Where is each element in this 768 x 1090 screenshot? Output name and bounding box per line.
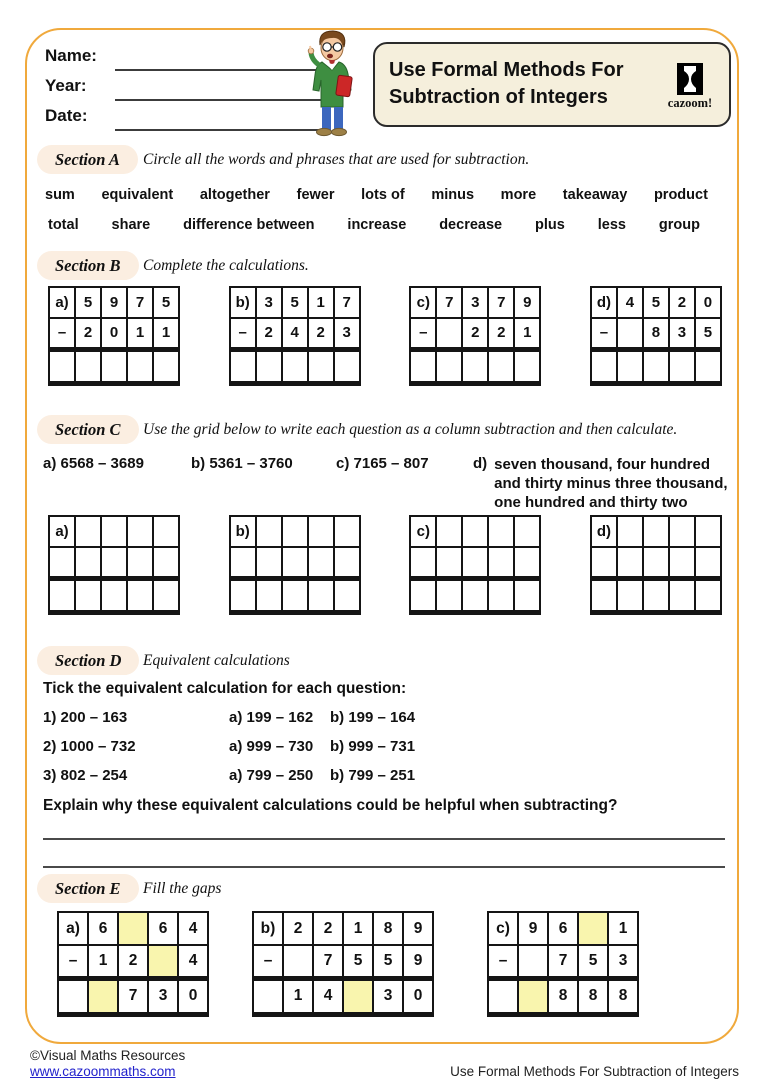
grid-cell: –	[58, 945, 88, 978]
grid-row	[49, 547, 179, 578]
circle-word[interactable]: increase	[347, 217, 407, 233]
grid-cell: b)	[230, 287, 256, 318]
answer-cell[interactable]	[334, 516, 360, 547]
grid-row	[591, 349, 721, 383]
question-c-a: a) 6568 – 3689	[43, 455, 144, 472]
answer-cell[interactable]	[695, 349, 721, 383]
answer-cell[interactable]	[643, 578, 669, 612]
section-e-label: Section E	[37, 874, 139, 903]
grid-cell: 2	[669, 287, 695, 318]
grid-cell: d)	[591, 516, 617, 547]
question-c-b: b) 5361 – 3760	[191, 455, 293, 472]
grid-cell: 7	[334, 287, 360, 318]
circle-word[interactable]: less	[597, 217, 626, 233]
answer-cell[interactable]	[127, 516, 153, 547]
grid-row	[591, 578, 721, 612]
answer-cell[interactable]	[127, 547, 153, 578]
answer-cell[interactable]	[334, 578, 360, 612]
answer-cell[interactable]	[462, 516, 488, 547]
grid-cell: 5	[578, 945, 608, 978]
circle-word[interactable]: takeaway	[562, 187, 628, 203]
answer-cell[interactable]	[230, 547, 256, 578]
answer-cell[interactable]	[282, 516, 308, 547]
cazoom-logo	[659, 63, 721, 111]
grid-cell: d)	[591, 287, 617, 318]
grid-cell: 6	[548, 912, 578, 945]
calc-grid-c-b	[229, 515, 361, 615]
answer-cell[interactable]	[643, 547, 669, 578]
grid-cell: 9	[403, 912, 433, 945]
circle-word[interactable]: group	[658, 217, 700, 233]
gap-cell[interactable]	[148, 945, 178, 978]
grid-row	[49, 349, 179, 383]
answer-cell[interactable]	[153, 516, 179, 547]
grid-cell: 1	[308, 287, 334, 318]
grid-row	[591, 287, 721, 318]
answer-cell[interactable]	[256, 516, 282, 547]
grid-cell: 6	[148, 912, 178, 945]
section-d-label: Section D	[37, 646, 139, 675]
answer-cell[interactable]	[410, 547, 436, 578]
answer-cell[interactable]	[488, 516, 514, 547]
section-c-label: Section C	[37, 415, 139, 444]
answer-cell[interactable]	[514, 516, 540, 547]
section-b-grids	[48, 286, 722, 386]
grid-cell: –	[488, 945, 518, 978]
grid-cell: 3	[462, 287, 488, 318]
grid-cell: 4	[282, 318, 308, 349]
answer-cell[interactable]	[153, 578, 179, 612]
answer-cell[interactable]	[695, 516, 721, 547]
grid-cell: a)	[58, 912, 88, 945]
answer-cell[interactable]	[436, 578, 462, 612]
grid-cell: 7	[548, 945, 578, 978]
grid-cell: 2	[308, 318, 334, 349]
question-c-c: c) 7165 – 807	[336, 455, 429, 472]
calc-grid-c-a	[48, 515, 180, 615]
gap-grid-e-a	[57, 911, 209, 1017]
answer-cell[interactable]	[617, 318, 643, 349]
grid-row	[230, 287, 360, 318]
grid-row	[591, 516, 721, 547]
grid-cell: a)	[49, 287, 75, 318]
answer-cell[interactable]	[669, 349, 695, 383]
circle-word[interactable]: share	[111, 217, 151, 233]
grid-cell: –	[410, 318, 436, 349]
circle-word[interactable]: more	[500, 187, 537, 203]
worksheet-title-box	[373, 42, 731, 127]
grid-cell: c)	[488, 912, 518, 945]
tick-q2: 2) 1000 – 732	[43, 738, 136, 755]
grid-cell: 3	[148, 978, 178, 1014]
grid-row	[410, 547, 540, 578]
calc-grid-b-c	[409, 286, 541, 386]
answer-cell[interactable]	[101, 516, 127, 547]
grid-row	[591, 547, 721, 578]
answer-cell[interactable]	[127, 578, 153, 612]
answer-cell[interactable]	[462, 349, 488, 383]
circle-word[interactable]: decrease	[439, 217, 503, 233]
answer-cell[interactable]	[514, 578, 540, 612]
grid-cell: 7	[436, 287, 462, 318]
grid-row	[230, 516, 360, 547]
answer-cell[interactable]	[436, 516, 462, 547]
grid-row	[410, 516, 540, 547]
year-field-row	[45, 76, 285, 104]
worksheet-title	[389, 57, 623, 111]
grid-cell: c)	[410, 516, 436, 547]
grid-cell: 7	[127, 287, 153, 318]
grid-cell: 3	[373, 978, 403, 1014]
grid-cell: 8	[548, 978, 578, 1014]
circle-word[interactable]: sum	[45, 187, 75, 203]
tick-q1: 1) 200 – 163	[43, 709, 128, 726]
grid-row	[488, 945, 638, 978]
gap-cell[interactable]	[518, 978, 548, 1014]
section-e-instruction: Fill the gaps	[143, 880, 222, 897]
gap-cell[interactable]	[88, 978, 118, 1014]
answer-cell[interactable]	[488, 978, 518, 1014]
circle-word[interactable]: minus	[431, 187, 475, 203]
grid-cell: 7	[118, 978, 148, 1014]
grid-row	[410, 578, 540, 612]
gap-grid-e-b	[252, 911, 434, 1017]
answer-cell[interactable]	[308, 578, 334, 612]
question-c-d-line3: one hundred and thirty two	[494, 494, 688, 511]
answer-cell[interactable]	[153, 547, 179, 578]
calc-grid-c-d	[590, 515, 722, 615]
answer-cell[interactable]	[617, 516, 643, 547]
grid-row	[410, 318, 540, 349]
answer-cell[interactable]	[591, 349, 617, 383]
grid-cell: 2	[313, 912, 343, 945]
answer-cell[interactable]	[49, 349, 75, 383]
answer-cell[interactable]	[591, 547, 617, 578]
tick-q3-option-b[interactable]: b) 799 – 251	[330, 767, 416, 784]
grid-cell: 2	[488, 318, 514, 349]
grid-cell: 5	[343, 945, 373, 978]
grid-cell: 5	[643, 287, 669, 318]
grid-row	[49, 287, 179, 318]
answer-cell[interactable]	[127, 349, 153, 383]
answer-line-1[interactable]	[43, 838, 725, 840]
calc-grid-b-b	[229, 286, 361, 386]
grid-cell: 5	[75, 287, 101, 318]
grid-cell: 1	[608, 912, 638, 945]
grid-cell: 8	[373, 912, 403, 945]
answer-cell[interactable]	[282, 349, 308, 383]
answer-cell[interactable]	[436, 349, 462, 383]
grid-cell: 1	[127, 318, 153, 349]
name-label: Name:	[45, 46, 97, 65]
answer-cell[interactable]	[334, 547, 360, 578]
grid-cell: –	[253, 945, 283, 978]
answer-cell[interactable]	[230, 578, 256, 612]
grid-cell: –	[230, 318, 256, 349]
grid-row	[253, 945, 433, 978]
tick-q3-option-a[interactable]: a) 799 – 250	[229, 767, 314, 784]
teacher-illustration	[293, 28, 363, 140]
circle-word[interactable]: altogether	[199, 187, 270, 203]
grid-cell: 1	[343, 912, 373, 945]
answer-cell[interactable]	[669, 578, 695, 612]
grid-cell: 5	[373, 945, 403, 978]
section-c-instruction: Use the grid below to write each question as a column subtraction and then calculate.	[143, 421, 678, 438]
calc-grid-c-c	[409, 515, 541, 615]
grid-cell: 9	[514, 287, 540, 318]
gap-cell[interactable]	[118, 912, 148, 945]
grid-cell: b)	[253, 912, 283, 945]
word-list-row-2	[48, 217, 700, 233]
grid-cell: 1	[283, 978, 313, 1014]
cazoom-logo-icon	[677, 63, 703, 95]
answer-cell[interactable]	[75, 349, 101, 383]
grid-cell: 3	[669, 318, 695, 349]
footer-worksheet-name: Use Formal Methods For Subtraction of Integers	[450, 1064, 739, 1079]
gap-cell[interactable]	[578, 912, 608, 945]
grid-cell: 5	[153, 287, 179, 318]
question-c-d	[473, 455, 728, 512]
grid-cell: 8	[643, 318, 669, 349]
circle-word[interactable]: total	[48, 217, 79, 233]
grid-row	[253, 912, 433, 945]
grid-cell: 5	[282, 287, 308, 318]
answer-cell[interactable]	[617, 547, 643, 578]
grid-cell: 4	[178, 945, 208, 978]
tick-q1-option-a[interactable]: a) 199 – 162	[229, 709, 314, 726]
answer-cell[interactable]	[436, 547, 462, 578]
answer-cell[interactable]	[49, 547, 75, 578]
grid-cell: 9	[518, 912, 548, 945]
grid-cell: 2	[283, 912, 313, 945]
grid-cell: 6	[88, 912, 118, 945]
cazoom-logo-text: cazoom!	[667, 96, 713, 110]
answer-cell[interactable]	[58, 978, 88, 1014]
grid-cell: 8	[578, 978, 608, 1014]
grid-cell: 7	[488, 287, 514, 318]
answer-cell[interactable]	[643, 349, 669, 383]
grid-cell: 2	[462, 318, 488, 349]
tick-q3: 3) 802 – 254	[43, 767, 128, 784]
calc-grid-b-d	[590, 286, 722, 386]
answer-cell[interactable]	[282, 547, 308, 578]
answer-cell[interactable]	[308, 349, 334, 383]
grid-cell: 4	[617, 287, 643, 318]
answer-cell[interactable]	[514, 349, 540, 383]
grid-cell: 5	[695, 318, 721, 349]
answer-cell[interactable]	[488, 578, 514, 612]
answer-cell[interactable]	[410, 578, 436, 612]
answer-cell[interactable]	[308, 547, 334, 578]
grid-row	[49, 318, 179, 349]
grid-cell: 2	[118, 945, 148, 978]
grid-cell: c)	[410, 287, 436, 318]
question-c-d-line2: and thirty minus three thousand,	[494, 475, 728, 492]
section-a-instruction: Circle all the words and phrases that are used for subtraction.	[143, 151, 530, 168]
answer-cell[interactable]	[256, 578, 282, 612]
grid-row	[58, 978, 208, 1014]
name-field-row	[45, 46, 285, 74]
footer-copyright: ©Visual Maths Resources	[30, 1048, 186, 1063]
grid-row	[58, 912, 208, 945]
answer-cell[interactable]	[617, 578, 643, 612]
explain-prompt: Explain why these equivalent calculations could be helpful when subtracting?	[43, 797, 618, 814]
grid-cell: 0	[178, 978, 208, 1014]
circle-word[interactable]: product	[653, 187, 708, 203]
answer-cell[interactable]	[253, 978, 283, 1014]
grid-row	[591, 318, 721, 349]
answer-cell[interactable]	[462, 578, 488, 612]
gap-grid-e-c	[487, 911, 639, 1017]
answer-cell[interactable]	[75, 547, 101, 578]
grid-cell: 1	[153, 318, 179, 349]
answer-cell[interactable]	[256, 349, 282, 383]
grid-cell: 3	[334, 318, 360, 349]
calc-grid-b-a	[48, 286, 180, 386]
tick-prompt: Tick the equivalent calculation for each question:	[43, 680, 407, 697]
answer-cell[interactable]	[695, 578, 721, 612]
question-c-d-prefix: d)	[473, 455, 488, 472]
answer-cell[interactable]	[230, 349, 256, 383]
answer-cell[interactable]	[514, 547, 540, 578]
answer-line-2[interactable]	[43, 866, 725, 868]
answer-cell[interactable]	[256, 547, 282, 578]
answer-cell[interactable]	[49, 578, 75, 612]
grid-row	[488, 912, 638, 945]
question-c-d-line1: seven thousand, four hundred	[494, 456, 711, 473]
grid-row	[49, 578, 179, 612]
title-line-1: Use Formal Methods For	[389, 59, 624, 81]
answer-cell[interactable]	[488, 547, 514, 578]
answer-cell[interactable]	[101, 349, 127, 383]
grid-row	[410, 349, 540, 383]
date-label: Date:	[45, 106, 88, 125]
answer-cell[interactable]	[462, 547, 488, 578]
tick-q1-option-b[interactable]: b) 199 – 164	[330, 709, 416, 726]
grid-cell: 1	[88, 945, 118, 978]
grid-cell: 9	[403, 945, 433, 978]
answer-cell[interactable]	[669, 516, 695, 547]
answer-cell[interactable]	[153, 349, 179, 383]
grid-cell: 9	[101, 287, 127, 318]
answer-cell[interactable]	[75, 516, 101, 547]
answer-cell[interactable]	[643, 516, 669, 547]
answer-cell[interactable]	[75, 578, 101, 612]
circle-word[interactable]: plus	[535, 217, 565, 233]
gap-cell[interactable]	[343, 978, 373, 1014]
answer-cell[interactable]	[282, 578, 308, 612]
grid-cell: 0	[695, 287, 721, 318]
answer-cell[interactable]	[101, 578, 127, 612]
section-b-label: Section B	[37, 251, 139, 280]
grid-cell: 3	[608, 945, 638, 978]
circle-word[interactable]: lots of	[361, 187, 405, 203]
year-label: Year:	[45, 76, 87, 95]
answer-cell[interactable]	[308, 516, 334, 547]
answer-cell[interactable]	[695, 547, 721, 578]
grid-cell: 0	[101, 318, 127, 349]
grid-cell: 2	[256, 318, 282, 349]
circle-word[interactable]: difference between	[183, 217, 315, 233]
circle-word[interactable]: equivalent	[101, 187, 174, 203]
grid-cell: 1	[514, 318, 540, 349]
word-list-row-1	[45, 187, 708, 203]
grid-row	[58, 945, 208, 978]
circle-word[interactable]: fewer	[296, 187, 335, 203]
grid-cell: 2	[75, 318, 101, 349]
grid-cell: 4	[178, 912, 208, 945]
section-b-instruction: Complete the calculations.	[143, 257, 309, 274]
answer-cell[interactable]	[283, 945, 313, 978]
grid-row	[230, 547, 360, 578]
grid-cell: 7	[313, 945, 343, 978]
section-a-label: Section A	[37, 145, 138, 174]
grid-cell: –	[591, 318, 617, 349]
answer-cell[interactable]	[591, 578, 617, 612]
grid-row	[230, 318, 360, 349]
answer-cell[interactable]	[101, 547, 127, 578]
answer-cell[interactable]	[488, 349, 514, 383]
grid-cell: 0	[403, 978, 433, 1014]
question-c-d-text	[494, 455, 727, 512]
grid-row	[49, 516, 179, 547]
answer-cell[interactable]	[334, 349, 360, 383]
grid-cell: 8	[608, 978, 638, 1014]
tick-q2-option-b[interactable]: b) 999 – 731	[330, 738, 416, 755]
answer-cell[interactable]	[518, 945, 548, 978]
grid-cell: 3	[256, 287, 282, 318]
answer-cell[interactable]	[669, 547, 695, 578]
grid-cell: –	[49, 318, 75, 349]
answer-cell[interactable]	[617, 349, 643, 383]
grid-row	[488, 978, 638, 1014]
date-field-row	[45, 106, 285, 134]
section-c-grids	[48, 515, 722, 615]
answer-cell[interactable]	[410, 349, 436, 383]
grid-cell: b)	[230, 516, 256, 547]
grid-row	[230, 578, 360, 612]
grid-row	[410, 287, 540, 318]
tick-q2-option-a[interactable]: a) 999 – 730	[229, 738, 314, 755]
title-line-2: Subtraction of Integers	[389, 86, 608, 108]
grid-cell: 4	[313, 978, 343, 1014]
grid-cell: a)	[49, 516, 75, 547]
section-d-instruction: Equivalent calculations	[143, 652, 290, 669]
grid-row	[230, 349, 360, 383]
footer-website-link[interactable]: www.cazoommaths.com	[30, 1064, 176, 1079]
answer-cell[interactable]	[436, 318, 462, 349]
grid-row	[253, 978, 433, 1014]
